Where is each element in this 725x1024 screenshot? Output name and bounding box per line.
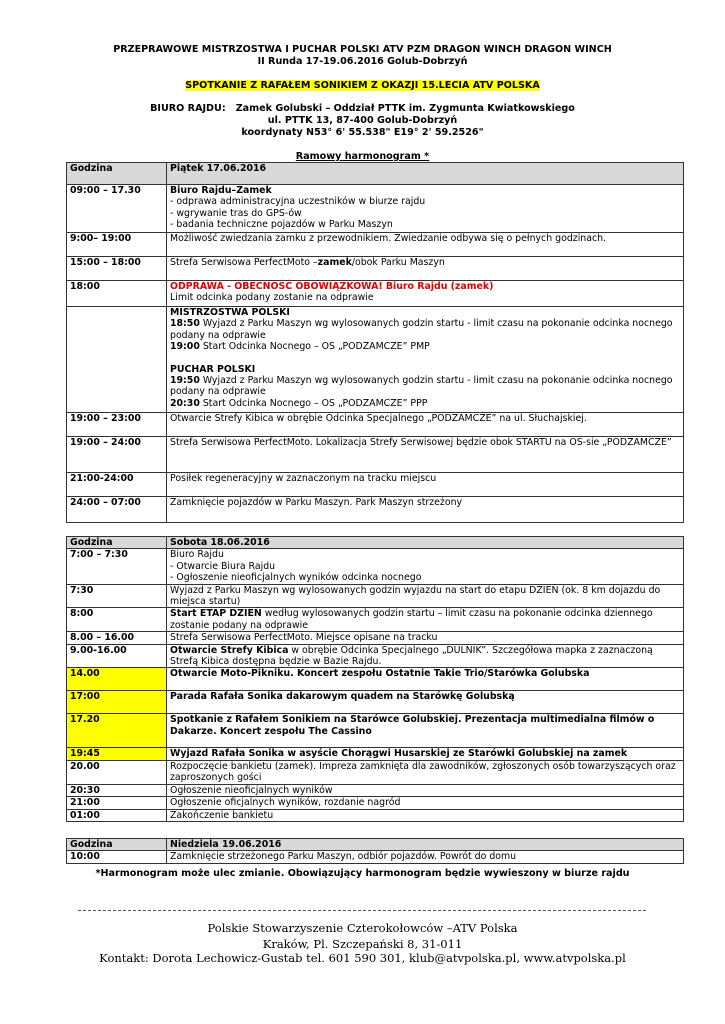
office-name: Zamek Golubski – Oddział PTTK im. Zygmunta Kwiatkowskiego (235, 103, 575, 114)
time-cell: 21:00 (67, 797, 167, 809)
time-cell: 9:00– 19:00 (67, 233, 167, 257)
event-time: 18:50 (170, 318, 200, 330)
time-cell: 7:30 (67, 584, 167, 608)
event-text: Wyjazd z Parku Maszyn wg wylosowanych godzin startu - limit czasu na pokonanie odcinka nocnego podany na odprawie (170, 318, 673, 341)
briefing-warning: ODPRAWA - OBECNOŚĆ OBOWIĄZKOWA! Biuro Rajdu (zamek) (170, 281, 494, 292)
event-text: Start Odcinka Nocnego – OS „PODZAMCZE” PPP (199, 397, 428, 409)
coordinates: koordynaty N53° 6' 55.538" E19° 2' 59.2526" (241, 127, 484, 138)
event-line (170, 318, 680, 341)
event-line (170, 341, 680, 352)
event-line (170, 375, 680, 398)
time-cell: 21:00-24:00 (67, 473, 167, 497)
meeting-text: SPOTKANIE Z RAFAŁEM SONIKIEM Z OKAZJI 15.LECIA ATV POLSKA (185, 80, 540, 91)
event-cell (167, 307, 684, 413)
table-row (67, 437, 684, 473)
table-row (67, 233, 684, 257)
footer-address: Kraków, Pl. Szczepański 8, 31-011 (262, 937, 463, 951)
time-cell: 20.00 (67, 760, 167, 784)
section-heading: MISTRZOSTWA POLSKI (170, 307, 290, 318)
document-subtitle: II Runda 17-19.06.2016 Golub-Dobrzyń (257, 56, 468, 67)
schedule-title (0, 151, 725, 163)
event-line (170, 398, 680, 409)
table-row (67, 185, 684, 233)
event-time: 19:50 (170, 375, 200, 387)
time-cell: 15:00 – 18:00 (67, 257, 167, 281)
time-cell: 01:00 (67, 809, 167, 821)
table-row (67, 851, 684, 863)
event-cell: Ogłoszenie nieoficjalnych wyników (167, 784, 684, 796)
event-line: - badania techniczne pojazdów w Parku Maszyn (170, 219, 393, 231)
table-row (67, 497, 684, 523)
column-header: Godzina (67, 839, 167, 851)
sunday-table (66, 838, 684, 864)
footer-contact: Kontakt: Dorota Lechowicz-Gustab tel. 601 590 301, klub@atvpolska.pl, www.atvpolska.pl (99, 951, 626, 965)
event-cell: Wyjazd z Parku Maszyn wg wylosowanych godzin wyjazdu na start do etapu DZIEŃ (ok. 8 km dojazdu do miejsca startu) (167, 584, 684, 608)
event-time: 20:30 (170, 397, 200, 409)
time-cell (67, 307, 167, 413)
event-bold: Start ETAP DZIEŃ (170, 608, 262, 620)
day-header: Piątek 17.06.2016 (167, 163, 684, 185)
time-cell: 10:00 (67, 851, 167, 863)
event-bold: zamek (317, 257, 352, 268)
table-header-row (67, 839, 684, 851)
event-cell: Posiłek regeneracyjny w zaznaczonym na tracku miejscu (167, 473, 684, 497)
event-cell (167, 644, 684, 668)
time-cell: 8.00 – 16.00 (67, 632, 167, 644)
time-cell: 17.20 (67, 714, 167, 748)
table-row (67, 307, 684, 413)
spacer (170, 353, 680, 364)
table-row (67, 413, 684, 437)
table-row (67, 644, 684, 668)
event-title: Biuro Rajdu–Zamek (170, 185, 272, 196)
event-cell (167, 281, 684, 307)
table-row (67, 632, 684, 644)
time-cell: 24:00 – 07:00 (67, 497, 167, 523)
event-text: /obok Parku Maszyn (351, 257, 445, 268)
event-cell: Zakończenie bankietu (167, 809, 684, 821)
event-line: - odprawa administracyjna uczestników w biurze rajdu (170, 196, 426, 208)
event-cell (167, 185, 684, 233)
office-address: ul. PTTK 13, 87-400 Golub-Dobrzyń (267, 115, 458, 126)
event-bold: Otwarcie Strefy Kibica (170, 644, 289, 656)
time-cell: 17:00 (67, 691, 167, 714)
table-row (67, 797, 684, 809)
schedule-note: *Harmonogram może ulec zmianie. Obowiązujący harmonogram będzie wywieszony w biurze rajdu (95, 868, 630, 879)
time-cell: 19:00 – 24:00 (67, 437, 167, 473)
event-line: Biuro Rajdu (170, 549, 224, 561)
highlight-row (67, 714, 684, 748)
event-cell (167, 608, 684, 632)
table-header-row (67, 163, 684, 185)
event-text: według wylosowanych godzin startu – limit czasu na pokonanie odcinka dziennego zostanie podany na odprawie (170, 608, 653, 631)
highlight-row (67, 668, 684, 691)
table-row (67, 257, 684, 281)
time-cell: 18:00 (67, 281, 167, 307)
event-cell: Zamknięcie strzeżonego Parku Maszyn, odbiór pojazdów. Powrót do domu (167, 851, 684, 863)
event-cell: Możliwość zwiedzania zamku z przewodnikiem. Zwiedzanie odbywa się o pełnych godzinach. (167, 233, 684, 257)
event-cell: Otwarcie Moto-Pikniku. Koncert zespołu Ostatnie Takie Trio/Starówka Golubska (167, 668, 684, 691)
office-line (0, 103, 725, 115)
day-header: Sobota 18.06.2016 (167, 537, 684, 549)
saturday-table (66, 536, 684, 822)
event-cell: Strefa Serwisowa PerfectMoto. Lokalizacja Strefy Serwisowej będzie obok STARTU na OS-sie „PODZAMCZE” (167, 437, 684, 473)
meeting-banner (0, 80, 725, 92)
table-row (67, 473, 684, 497)
event-cell: Parada Rafała Sonika dakarowym quadem na Starówkę Golubską (167, 691, 684, 714)
table-row (67, 784, 684, 796)
event-cell: Ogłoszenie oficjalnych wyników, rozdanie nagród (167, 797, 684, 809)
column-header: Godzina (67, 537, 167, 549)
day-header: Niedziela 19.06.2016 (167, 839, 684, 851)
time-cell: 7:00 – 7:30 (67, 549, 167, 584)
time-cell: 20:30 (67, 784, 167, 796)
time-cell: 19:45 (67, 748, 167, 760)
event-text: Wyjazd z Parku Maszyn wg wylosowanych godzin startu - limit czasu na pokonanie odcinka nocnego podany na odprawie (170, 375, 673, 398)
event-line: - Ogłoszenie nieoficjalnych wyników odcinka nocnego (170, 572, 422, 584)
table-row (67, 608, 684, 632)
table-row (67, 809, 684, 821)
event-time: 19:00 (170, 341, 200, 353)
table-header-row (67, 537, 684, 549)
table-row (67, 584, 684, 608)
document-title: PRZEPRAWOWE MISTRZOSTWA I PUCHAR POLSKI ATV PZM DRAGON WINCH DRAGON WINCH (113, 44, 612, 55)
event-line: - Otwarcie Biura Rajdu (170, 560, 276, 572)
column-header: Godzina (67, 163, 167, 185)
event-cell: Wyjazd Rafała Sonika w asyście Chorągwi Husarskiej ze Starówki Golubskiej na zamek (167, 748, 684, 760)
table-row (67, 281, 684, 307)
event-cell: Rozpoczęcie bankietu (zamek). Impreza zamknięta dla zawodników, zgłoszonych osób towarzyszących oraz zaproszonych gości (167, 760, 684, 784)
section-heading: PUCHAR POLSKI (170, 363, 256, 375)
event-text: Strefa Serwisowa PerfectMoto – (170, 257, 318, 268)
event-cell: Spotkanie z Rafałem Sonikiem na Starówce Golubskiej. Prezentacja multimedialna filmów o Dakarze. Koncert zespołu The Cassino (167, 714, 684, 748)
table-row (67, 549, 684, 584)
event-cell (167, 257, 684, 281)
event-cell (167, 549, 684, 584)
event-line: - wgrywanie tras do GPS-ów (170, 207, 302, 219)
table-row (67, 760, 684, 784)
event-cell: Otwarcie Strefy Kibica w obrębie Odcinka Specjalnego „PODZAMCZE” na ul. Słuchajskiej. (167, 413, 684, 437)
friday-table (66, 162, 684, 523)
event-text: w obrębie Odcinka Specjalnego „DULNIK”. Szczegółowa mapka z zaznaczoną Strefą Kibica dostępna będzie w Bazie Rajdu. (170, 644, 653, 668)
schedule-title-text: Ramowy harmonogram * (295, 151, 430, 162)
footer-divider (78, 910, 646, 911)
event-cell: Strefa Serwisowa PerfectMoto. Miejsce opisane na tracku (167, 632, 684, 644)
event-line: Limit odcinka podany zostanie na odprawie (170, 292, 374, 304)
time-cell: 9.00-16.00 (67, 644, 167, 668)
event-text: Start Odcinka Nocnego – OS „PODZAMCZE” PMP (199, 341, 430, 353)
time-cell: 19:00 – 23:00 (67, 413, 167, 437)
footer-organization: Polskie Stowarzyszenie Czterokołowców –ATV Polska (207, 921, 518, 935)
highlight-row (67, 691, 684, 714)
time-cell: 14.00 (67, 668, 167, 691)
office-label: BIURO RAJDU: (150, 103, 226, 114)
time-cell: 09:00 – 17.30 (67, 185, 167, 233)
event-cell: Zamknięcie pojazdów w Parku Maszyn. Park Maszyn strzeżony (167, 497, 684, 523)
highlight-row (67, 748, 684, 760)
time-cell: 8:00 (67, 608, 167, 632)
